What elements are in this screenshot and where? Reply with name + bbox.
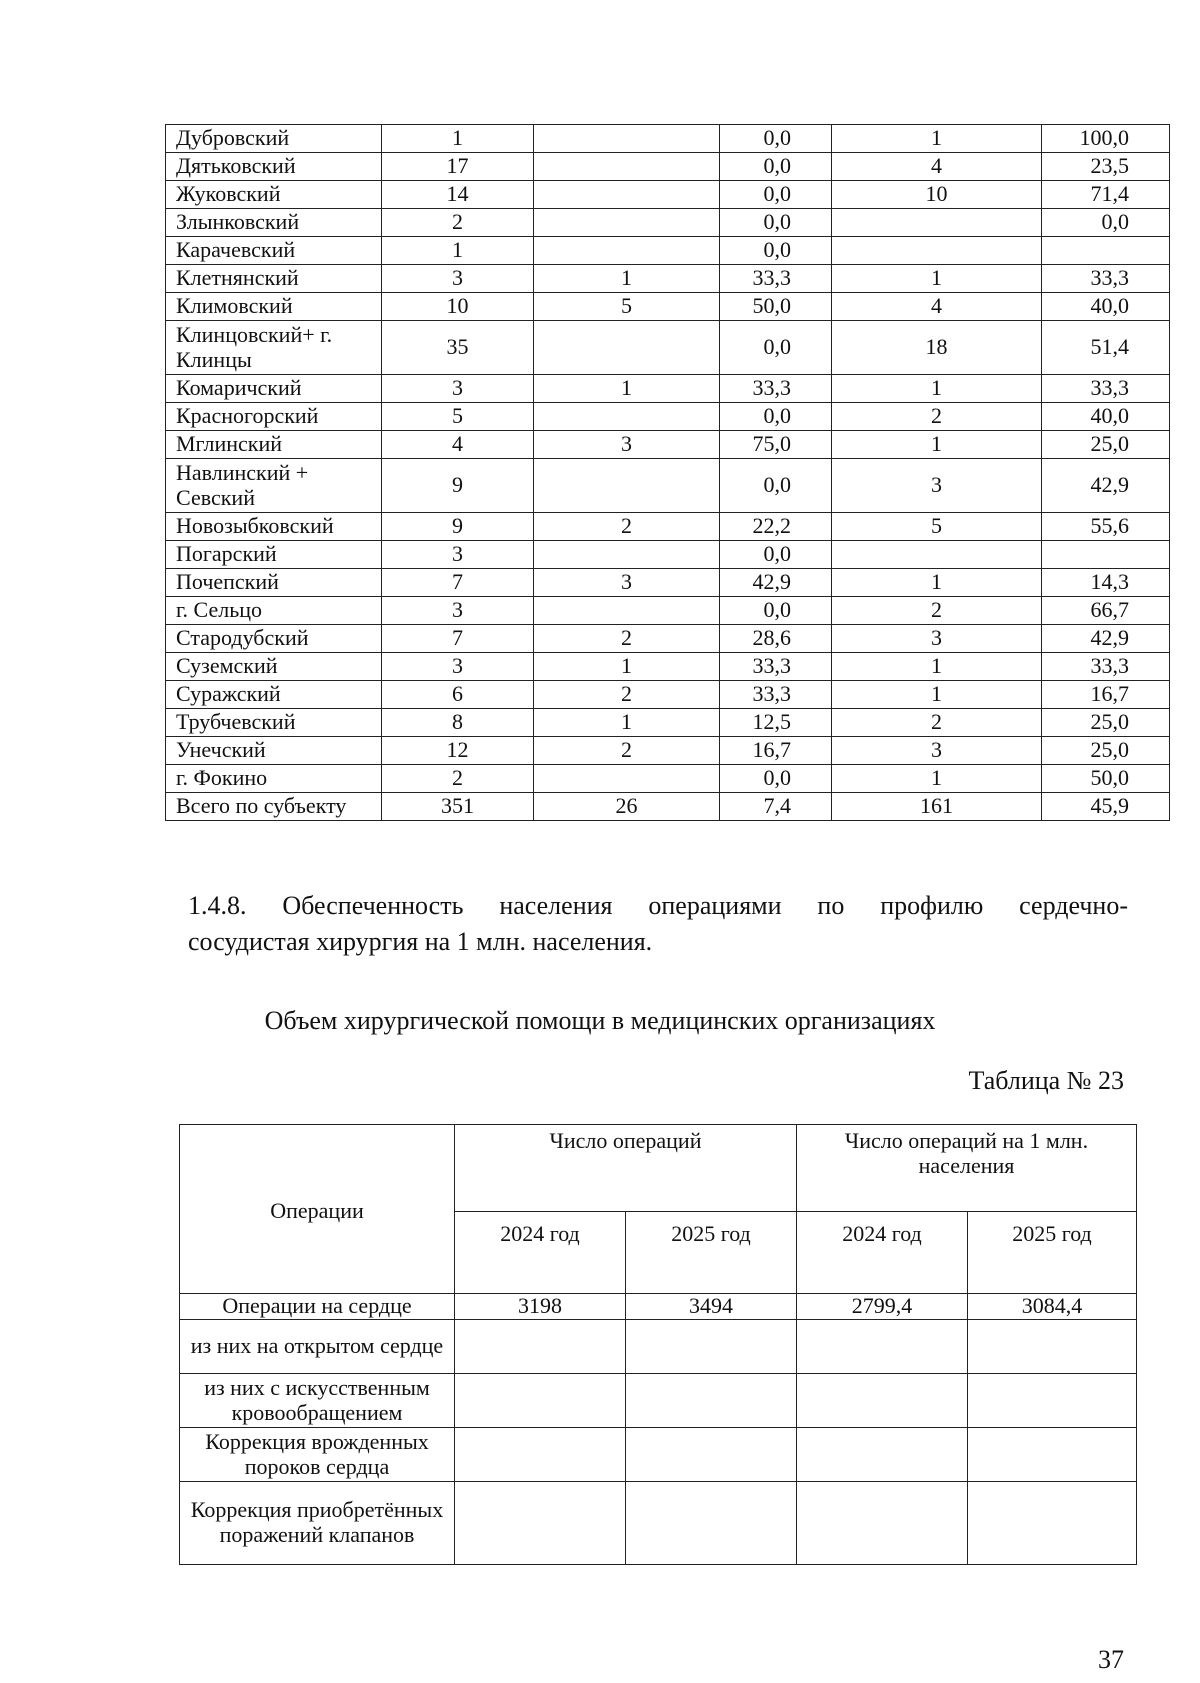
value-cell: 3 — [382, 541, 534, 569]
value-cell: 7,4 — [720, 793, 832, 821]
value-cell: 0,0 — [720, 237, 832, 265]
district-name-cell: г. Фокино — [166, 765, 382, 793]
value-cell: 4 — [382, 431, 534, 459]
value-cell — [797, 1482, 968, 1565]
value-cell: 3084,4 — [968, 1294, 1137, 1320]
value-cell — [534, 765, 720, 793]
value-cell: 1 — [534, 265, 720, 293]
value-cell: 2 — [832, 709, 1042, 737]
table-row — [180, 1320, 1137, 1374]
value-cell: 0,0 — [720, 153, 832, 181]
district-name-cell: Комаричский — [166, 375, 382, 403]
value-cell: 45,9 — [1042, 793, 1170, 821]
value-cell: 26 — [534, 793, 720, 821]
value-cell: 1 — [832, 265, 1042, 293]
value-cell: 4 — [832, 293, 1042, 321]
value-cell: 3 — [534, 569, 720, 597]
value-cell — [797, 1428, 968, 1482]
table-row — [166, 265, 1170, 293]
value-cell: 33,3 — [1042, 265, 1170, 293]
value-cell: 50,0 — [720, 293, 832, 321]
value-cell: 33,3 — [720, 375, 832, 403]
value-cell: 1 — [534, 653, 720, 681]
page-number: 37 — [1098, 1645, 1124, 1674]
value-cell: 0,0 — [720, 597, 832, 625]
value-cell: 5 — [832, 513, 1042, 541]
value-cell: 2 — [382, 765, 534, 793]
value-cell: 12 — [382, 737, 534, 765]
district-name-cell: Мглинский — [166, 431, 382, 459]
value-cell: 3 — [382, 265, 534, 293]
value-cell: 0,0 — [720, 209, 832, 237]
table-row — [166, 431, 1170, 459]
value-cell: 7 — [382, 569, 534, 597]
value-cell: 9 — [382, 459, 534, 513]
value-cell — [455, 1374, 626, 1428]
value-cell: 0,0 — [720, 125, 832, 153]
value-cell: 0,0 — [720, 321, 832, 375]
district-operations-table — [165, 124, 1170, 821]
value-cell: 17 — [382, 153, 534, 181]
value-cell — [534, 209, 720, 237]
district-name-cell: Красногорский — [166, 403, 382, 431]
value-cell: 23,5 — [1042, 153, 1170, 181]
value-cell — [1042, 237, 1170, 265]
table-row — [180, 1482, 1137, 1565]
district-name-cell: Новозыбковский — [166, 513, 382, 541]
value-cell: 5 — [382, 403, 534, 431]
district-name-cell: г. Сельцо — [166, 597, 382, 625]
header-row-top — [180, 1125, 1137, 1212]
value-cell: 3 — [382, 375, 534, 403]
value-cell: 42,9 — [1042, 459, 1170, 513]
table-row — [166, 681, 1170, 709]
value-cell: 2799,4 — [797, 1294, 968, 1320]
section-paragraph-line-1: 1.4.8. Обеспеченность населения операциями по профилю сердечно- — [188, 891, 1128, 920]
value-cell — [1042, 541, 1170, 569]
district-name-cell: Злынковский — [166, 209, 382, 237]
header-year: 2024 год — [455, 1212, 626, 1294]
value-cell: 10 — [832, 181, 1042, 209]
operation-label-cell: Коррекция приобретённых поражений клапанов — [180, 1482, 455, 1565]
value-cell: 161 — [832, 793, 1042, 821]
header-operations: Операции — [180, 1125, 455, 1294]
value-cell — [626, 1482, 797, 1565]
value-cell: 75,0 — [720, 431, 832, 459]
value-cell: 40,0 — [1042, 403, 1170, 431]
value-cell — [534, 237, 720, 265]
value-cell: 0,0 — [720, 181, 832, 209]
value-cell: 1 — [832, 375, 1042, 403]
table-row — [166, 209, 1170, 237]
table-row — [166, 541, 1170, 569]
value-cell: 2 — [382, 209, 534, 237]
value-cell: 33,3 — [1042, 653, 1170, 681]
value-cell: 2 — [832, 597, 1042, 625]
value-cell: 1 — [534, 375, 720, 403]
value-cell: 51,4 — [1042, 321, 1170, 375]
table-row — [166, 237, 1170, 265]
table-row — [166, 653, 1170, 681]
value-cell — [832, 209, 1042, 237]
header-per-million: Число операций на 1 млн. населения — [797, 1125, 1137, 1212]
value-cell: 9 — [382, 513, 534, 541]
value-cell: 351 — [382, 793, 534, 821]
value-cell: 25,0 — [1042, 737, 1170, 765]
district-name-cell: Почепский — [166, 569, 382, 597]
district-name-cell: Трубчевский — [166, 709, 382, 737]
value-cell — [455, 1320, 626, 1374]
value-cell: 0,0 — [720, 403, 832, 431]
value-cell: 3 — [832, 459, 1042, 513]
value-cell: 0,0 — [1042, 209, 1170, 237]
table-number: Таблица № 23 — [968, 1066, 1124, 1095]
value-cell: 2 — [534, 513, 720, 541]
value-cell: 0,0 — [720, 459, 832, 513]
district-name-cell: Всего по субъекту — [166, 793, 382, 821]
value-cell: 5 — [534, 293, 720, 321]
operation-label-cell: Коррекция врожденных пороков сердца — [180, 1428, 455, 1482]
value-cell: 40,0 — [1042, 293, 1170, 321]
table-row — [166, 597, 1170, 625]
value-cell: 1 — [534, 709, 720, 737]
district-name-cell: Навлинский + Севский — [166, 459, 382, 513]
section-paragraph-line-2: сосудистая хирургия на 1 млн. населения. — [188, 927, 653, 956]
value-cell — [832, 541, 1042, 569]
district-name-cell: Карачевский — [166, 237, 382, 265]
value-cell: 16,7 — [720, 737, 832, 765]
value-cell — [968, 1320, 1137, 1374]
value-cell: 3 — [382, 597, 534, 625]
table-row — [180, 1294, 1137, 1320]
value-cell: 33,3 — [720, 681, 832, 709]
value-cell: 35 — [382, 321, 534, 375]
district-name-cell: Стародубский — [166, 625, 382, 653]
table-row — [180, 1374, 1137, 1428]
value-cell: 28,6 — [720, 625, 832, 653]
table-row — [166, 737, 1170, 765]
value-cell — [626, 1374, 797, 1428]
value-cell: 1 — [382, 237, 534, 265]
value-cell: 50,0 — [1042, 765, 1170, 793]
value-cell: 3 — [382, 653, 534, 681]
value-cell: 8 — [382, 709, 534, 737]
value-cell: 1 — [832, 431, 1042, 459]
district-name-cell: Клетнянский — [166, 265, 382, 293]
table-row — [180, 1428, 1137, 1482]
table-row — [166, 793, 1170, 821]
header-year: 2025 год — [968, 1212, 1137, 1294]
value-cell — [534, 125, 720, 153]
operation-label-cell: из них на открытом сердце — [180, 1320, 455, 1374]
table-row — [166, 153, 1170, 181]
value-cell — [534, 321, 720, 375]
value-cell — [534, 597, 720, 625]
district-name-cell: Суземский — [166, 653, 382, 681]
value-cell — [534, 153, 720, 181]
value-cell — [534, 403, 720, 431]
value-cell: 2 — [534, 681, 720, 709]
table-row — [166, 569, 1170, 597]
value-cell — [534, 459, 720, 513]
value-cell — [797, 1320, 968, 1374]
district-name-cell: Климовский — [166, 293, 382, 321]
value-cell: 2 — [832, 403, 1042, 431]
table-row — [166, 765, 1170, 793]
value-cell — [832, 237, 1042, 265]
district-name-cell: Дятьковский — [166, 153, 382, 181]
header-ops-count: Число операций — [455, 1125, 797, 1212]
value-cell — [797, 1374, 968, 1428]
value-cell: 66,7 — [1042, 597, 1170, 625]
value-cell: 33,3 — [720, 653, 832, 681]
district-name-cell: Погарский — [166, 541, 382, 569]
value-cell: 12,5 — [720, 709, 832, 737]
table-row — [166, 125, 1170, 153]
value-cell: 6 — [382, 681, 534, 709]
district-name-cell: Дубровский — [166, 125, 382, 153]
value-cell — [455, 1428, 626, 1482]
value-cell — [968, 1482, 1137, 1565]
value-cell: 33,3 — [1042, 375, 1170, 403]
value-cell: 55,6 — [1042, 513, 1170, 541]
value-cell — [534, 541, 720, 569]
value-cell: 1 — [832, 125, 1042, 153]
value-cell: 1 — [832, 653, 1042, 681]
table-row — [166, 403, 1170, 431]
value-cell: 42,9 — [1042, 625, 1170, 653]
table-caption: Объем хирургической помощи в медицинских организациях — [264, 1006, 936, 1035]
surgery-volume-table — [179, 1124, 1137, 1565]
value-cell: 18 — [832, 321, 1042, 375]
value-cell: 3 — [534, 431, 720, 459]
value-cell: 14 — [382, 181, 534, 209]
value-cell: 10 — [382, 293, 534, 321]
value-cell: 4 — [832, 153, 1042, 181]
table-row — [166, 459, 1170, 513]
value-cell: 33,3 — [720, 265, 832, 293]
district-name-cell: Суражский — [166, 681, 382, 709]
header-year: 2024 год — [797, 1212, 968, 1294]
value-cell: 1 — [832, 681, 1042, 709]
value-cell: 1 — [832, 569, 1042, 597]
value-cell: 3 — [832, 737, 1042, 765]
value-cell: 16,7 — [1042, 681, 1170, 709]
value-cell: 14,3 — [1042, 569, 1170, 597]
value-cell: 3198 — [455, 1294, 626, 1320]
value-cell: 22,2 — [720, 513, 832, 541]
table-row — [166, 321, 1170, 375]
district-name-cell: Жуковский — [166, 181, 382, 209]
value-cell: 0,0 — [720, 541, 832, 569]
section-paragraph — [188, 888, 1128, 960]
value-cell: 3494 — [626, 1294, 797, 1320]
value-cell: 0,0 — [720, 765, 832, 793]
table-row — [166, 709, 1170, 737]
value-cell — [968, 1374, 1137, 1428]
operation-label-cell: из них с искусственным кровообращением — [180, 1374, 455, 1428]
value-cell — [968, 1428, 1137, 1482]
table-row — [166, 293, 1170, 321]
value-cell: 1 — [382, 125, 534, 153]
value-cell: 71,4 — [1042, 181, 1170, 209]
value-cell: 1 — [832, 765, 1042, 793]
value-cell: 100,0 — [1042, 125, 1170, 153]
value-cell: 2 — [534, 625, 720, 653]
value-cell: 3 — [832, 625, 1042, 653]
value-cell: 25,0 — [1042, 431, 1170, 459]
value-cell: 7 — [382, 625, 534, 653]
operation-label-cell: Операции на сердце — [180, 1294, 455, 1320]
table-row — [166, 513, 1170, 541]
district-name-cell: Унечский — [166, 737, 382, 765]
value-cell — [534, 181, 720, 209]
table-row — [166, 375, 1170, 403]
header-year: 2025 год — [626, 1212, 797, 1294]
table-row — [166, 181, 1170, 209]
table-row — [166, 625, 1170, 653]
value-cell: 25,0 — [1042, 709, 1170, 737]
value-cell — [626, 1428, 797, 1482]
value-cell: 42,9 — [720, 569, 832, 597]
district-name-cell: Клинцовский+ г. Клинцы — [166, 321, 382, 375]
value-cell — [455, 1482, 626, 1565]
value-cell: 2 — [534, 737, 720, 765]
value-cell — [626, 1320, 797, 1374]
